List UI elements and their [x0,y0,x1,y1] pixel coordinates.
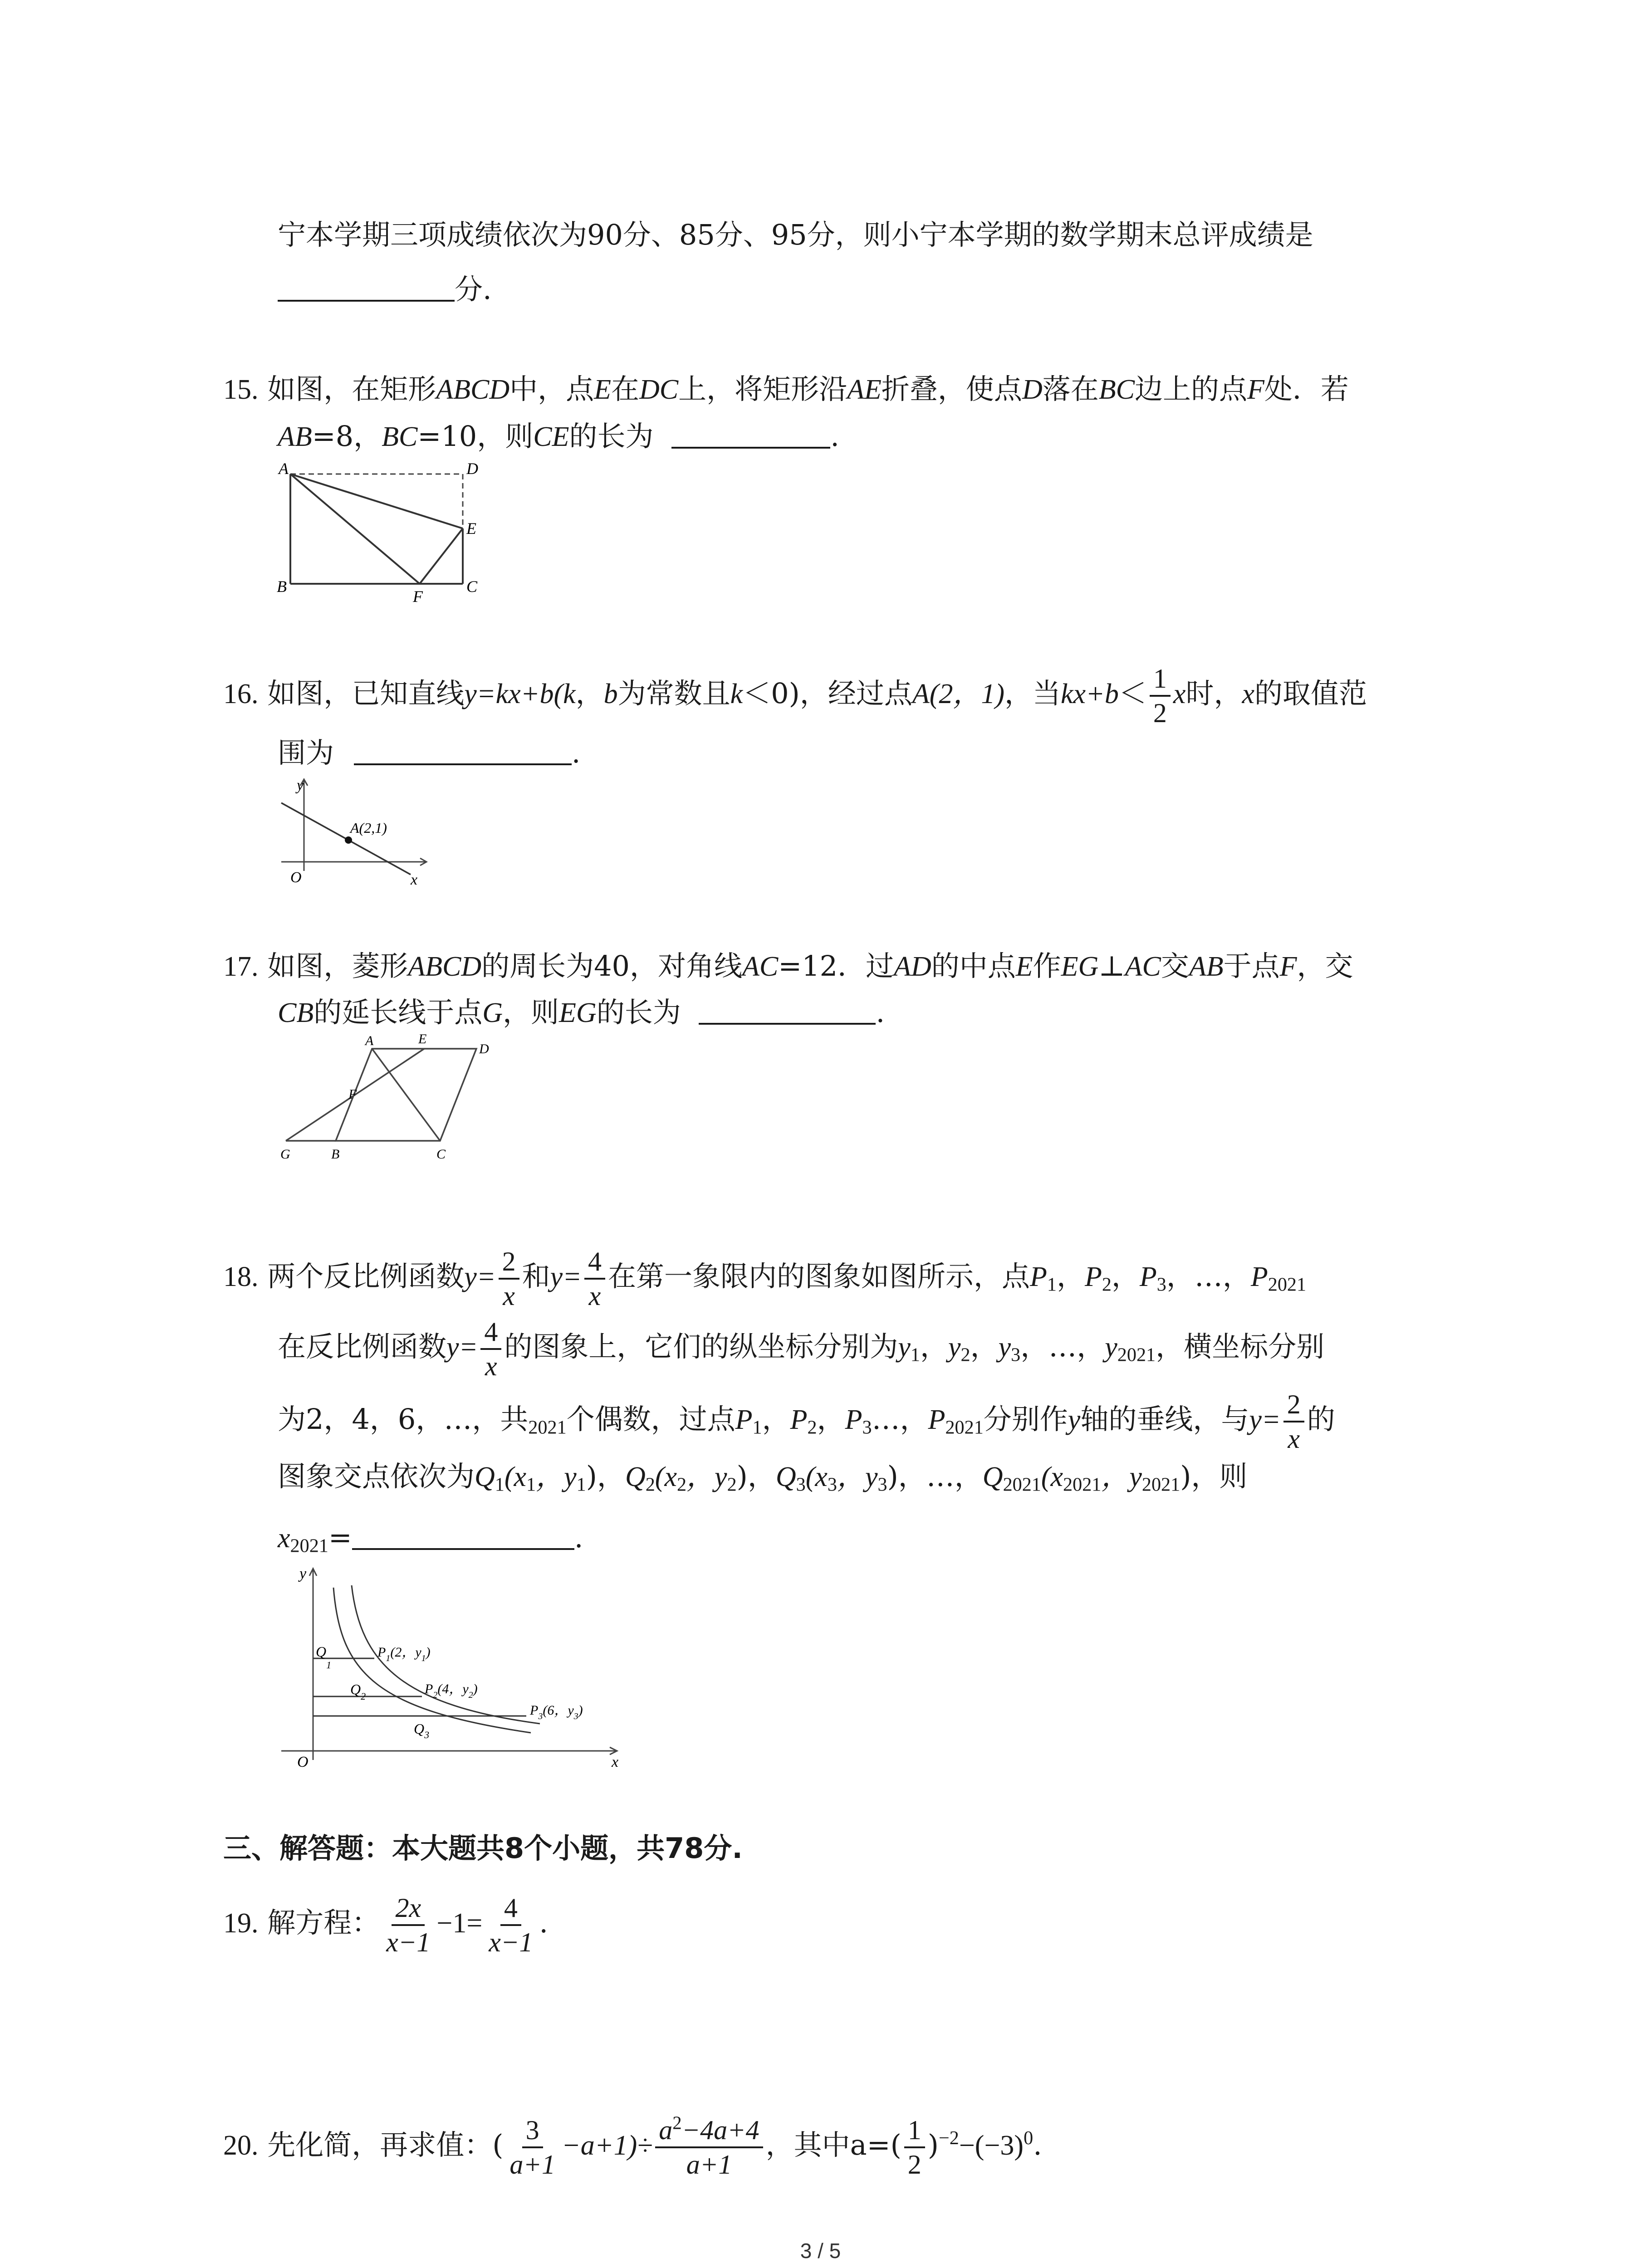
q17-var: AD [894,951,931,982]
q20-frac-den: a+1 [509,2150,555,2180]
q18-var: (x [1041,1461,1063,1492]
q18-var: P [735,1404,753,1436]
q15-line1 [223,371,1349,408]
q18-sub: 3 [862,1417,872,1438]
q15-text: 处．若 [1264,372,1349,406]
q16-var: x [1242,679,1254,710]
q17-rhombus-diagram [272,1030,508,1166]
q17-line2 [278,994,885,1031]
q18-text: )，则 [1180,1460,1248,1493]
q18-sub: 1 [576,1474,586,1496]
q17-text: 作 [1033,949,1061,982]
q18-text: 分别作 [983,1403,1068,1436]
q18-end: . [574,1521,583,1554]
q19-text: −1= [436,1908,483,1939]
q18-inverse-function-graph [272,1560,635,1769]
q18-frac-den: x [1288,1424,1300,1454]
q18-var: P [845,1404,862,1436]
q20-sup: −2 [938,2127,959,2149]
q18-sub: 2021 [1141,1474,1181,1496]
q18-frac-den: x [503,1281,515,1311]
q18-label-P1-letter: P [377,1645,386,1660]
q18-var: y [948,1332,961,1363]
q18-text: ，…， [1166,1260,1251,1293]
q18-var: y [998,1332,1011,1363]
q18-var: ，y [837,1461,878,1492]
q16-point: A(2，1) [912,679,1005,710]
q18-text: ， [1111,1260,1140,1293]
q14-answer-blank[interactable] [278,282,455,302]
q16-answer-blank[interactable] [354,745,572,765]
q15-text: =8， [312,420,382,453]
q16-number: 16. [223,679,259,710]
q19-fraction-right [485,1892,536,1959]
q19-frac-den: x−1 [489,1927,533,1957]
q18-figure [272,1560,635,1769]
q18-var: (x [655,1461,677,1492]
q16-point-A [345,836,352,844]
q17-var: AC [1125,951,1161,982]
q18-sub: 2021 [1117,1344,1156,1366]
q18-label-P1 [377,1645,431,1663]
q18-text: 为2，4，6，…，共 [278,1403,529,1436]
q18-line3 [278,1388,1335,1455]
q18-text: 的 [1307,1403,1335,1436]
q15-fold-AE [290,474,463,528]
q17-text: 的周长为40，对角线 [481,949,743,982]
q16-label-x: x [411,871,418,888]
q18-frac-num: 2 [1283,1388,1304,1422]
q18-fraction [499,1245,519,1312]
q18-var: y [898,1332,911,1363]
q19-line [223,1892,548,1959]
q15-text: 的长为 [569,420,654,453]
q15-var: D [1022,374,1043,405]
q20-frac-den: 2 [907,2150,921,2180]
q15-label-C: C [466,577,478,596]
q18-sub: 1 [910,1344,920,1366]
q17-label-G: G [280,1147,290,1162]
q18-label-Q3-letter: Q [414,1721,425,1737]
q16-label-y: y [297,777,304,794]
q18-var: Q [625,1461,646,1492]
q20-number: 20. [223,2130,259,2161]
q15-var: DC [639,374,679,405]
q18-var: (x [805,1461,828,1492]
q15-var: AE [847,374,882,405]
q18-label-Q3 [414,1721,429,1740]
q16-equation: y=kx+b(k [464,679,576,710]
q16-var: k [730,679,743,710]
q18-frac-num: 4 [584,1245,605,1280]
q17-text: 于点 [1223,949,1280,982]
q17-var: AB [1189,951,1224,982]
q18-sub: 2 [676,1474,687,1496]
q18-var: ，y [686,1461,727,1492]
q20-text: ) [927,2128,939,2162]
q18-label-Q2-sub: 2 [361,1691,366,1702]
q18-frac-den: x [588,1281,601,1311]
q17-number: 17. [223,951,259,982]
q18-sub: 2021 [528,1417,567,1438]
q18-sub: 2 [645,1474,655,1496]
q15-var: AB [278,421,312,452]
q18-var: (x [504,1461,527,1492]
q17-text: 的中点 [931,949,1016,982]
q17-var: F [1279,951,1297,982]
q18-label-P3-coord: (6，y [543,1703,574,1718]
q15-label-F: F [413,587,423,606]
q17-line1 [223,948,1353,985]
q18-var: x [278,1523,290,1554]
q15-var: ABCD [436,374,510,405]
q18-label-P2-sub: 2 [433,1690,438,1700]
q14-tail: 分. [455,273,492,306]
q16-text: 为常数且 [617,677,730,710]
q18-label-P1-coord: (2，y [390,1645,421,1660]
q15-var: CE [533,421,569,452]
q17-text: 交 [1161,949,1189,982]
q18-line5 [278,1520,583,1556]
q18-text: 个偶数，过点 [566,1403,735,1436]
q14-text: 宁本学期三项成绩依次为90分、85分、95分，则小宁本学期的数学期末总评成绩是 [278,218,1313,251]
q18-text: ， [1056,1260,1085,1293]
q18-text: ，横坐标分别 [1156,1330,1325,1364]
q17-figure [272,1030,508,1166]
q20-frac2-num [655,2114,763,2148]
q18-sub: 2 [727,1474,737,1496]
q18-fraction [584,1245,605,1312]
q18-var: y= [1249,1404,1281,1436]
q18-label-y: y [299,1565,307,1582]
q17-var: ABCD [408,951,482,982]
q18-sub: 3 [827,1474,837,1496]
q18-var: ，y [536,1461,577,1492]
q15-number: 15. [223,374,259,405]
q16-text: 围为 [278,736,334,769]
q16-text: ＜ [1118,677,1147,710]
q15-text: 上，将矩形沿 [678,372,847,406]
q17-text: ，则 [503,996,559,1029]
q17-text: 的延长线于点 [314,996,483,1029]
q17-label-E: E [418,1031,427,1046]
q16-line2 [278,735,580,771]
q15-segment-AF [290,474,420,584]
q18-sub: 1 [526,1474,536,1496]
q18-text: ，…， [1020,1330,1105,1364]
q18-text: 和 [522,1260,550,1293]
q15-var: F [1247,374,1264,405]
q20-sup: 2 [672,2112,682,2133]
q18-text: 两个反比例函数 [267,1260,465,1293]
q18-text: 图象交点依次为 [278,1460,475,1493]
q18-label-P3-letter: P [530,1703,539,1718]
q18-label-P2-coord-sub: 2 [468,1690,473,1700]
q18-label-P3-close: ) [578,1703,583,1718]
q17-text: ，交 [1297,949,1353,982]
q20-end: . [1033,2128,1042,2162]
q18-label-P3 [529,1703,583,1721]
q17-var: EG [559,997,597,1028]
q16-end: . [571,736,581,769]
q16-frac-num: 1 [1150,662,1171,697]
q18-line1 [223,1245,1306,1312]
q18-var: y= [464,1261,496,1293]
q18-sub: 3 [1011,1344,1021,1366]
q18-frac-num: 2 [499,1245,519,1280]
q15-text: 折叠，使点 [881,372,1022,406]
q15-var: BC [1098,374,1135,405]
q19-text: 解方程： [267,1906,380,1940]
section-3-title: 三、解答题：本大题共8个小题，共78分. [223,1832,743,1865]
q18-label-P3-sub: 3 [538,1711,543,1721]
q18-sub: 3 [1156,1274,1166,1295]
q18-text: )， [736,1460,776,1493]
q18-var: P [1029,1261,1047,1293]
q15-text: 在 [611,372,640,406]
q18-line2 [278,1315,1324,1383]
q18-label-O: O [297,1754,309,1769]
q15-answer-blank[interactable] [671,429,830,449]
q20-sup: 0 [1024,2127,1034,2149]
q18-sub: 2021 [290,1535,328,1557]
q18-var: y= [550,1261,582,1293]
q17-var: AC [742,951,779,982]
q20-text: 先化简，再求值：( [267,2128,504,2162]
q16-label-A: A(2,1) [350,820,387,836]
q18-answer-blank[interactable] [352,1530,574,1550]
q16-frac-den: 2 [1153,698,1167,728]
q18-var: P [1250,1261,1268,1293]
q19-number: 19. [223,1908,259,1939]
q18-sub: 1 [495,1474,505,1496]
q18-label-Q1-sub: 1 [326,1659,332,1671]
q18-text: ， [817,1403,845,1436]
q18-label-Q2 [350,1681,366,1702]
q20-text: ，其中a=( [765,2128,901,2162]
q20-text: −(−3) [959,2130,1024,2161]
q18-sub: 2 [960,1344,970,1366]
q18-label-P2-close: ) [473,1681,478,1696]
q16-text: 时， [1185,677,1242,710]
q20-fraction-2 [655,2114,763,2181]
q18-curve-y-2-over-x [333,1588,531,1733]
q18-sub: 2 [1102,1274,1112,1295]
q18-sub: 2021 [1063,1474,1102,1496]
q18-sub: 1 [1047,1274,1057,1295]
q16-var: b [603,679,618,710]
q18-label-x: x [612,1754,619,1769]
q17-label-B: B [331,1147,340,1162]
q15-var: E [594,374,611,405]
q15-label-A: A [279,459,289,478]
q15-text: 中，点 [509,372,594,406]
q15-text: 如图，在矩形 [267,372,436,406]
q16-expression: kx+b [1061,679,1119,710]
q17-var: G [482,997,503,1028]
q18-text: 的图象上，它们的纵坐标分别为 [504,1330,898,1364]
q18-label-P1-close: ) [426,1645,431,1660]
q18-sub: 2 [807,1417,817,1438]
q16-text: ，当 [1004,677,1061,710]
q15-line2 [278,418,839,455]
q18-text: …， [872,1403,928,1436]
q18-sub: 2021 [945,1417,984,1438]
q18-fraction [1283,1388,1304,1455]
q17-text: 的长为 [596,996,681,1029]
q16-line1 [223,662,1367,729]
q18-text: ， [970,1330,999,1364]
q20-frac-den: a+1 [686,2150,732,2180]
q18-text: 在第一象限内的图象如图所示，点 [607,1260,1030,1293]
q19-frac-num: 2x [392,1892,425,1926]
q17-var: EG [1061,951,1099,982]
q19-frac-den: x−1 [386,1927,431,1957]
q18-frac-num: 4 [480,1315,501,1350]
page-number: 3 / 5 [800,2239,841,2263]
q19-fraction-left [382,1892,434,1959]
q14-line1 [278,217,1313,253]
q18-frac-den: x [485,1351,497,1381]
q18-label-P1-coord-sub: 1 [421,1653,426,1663]
q17-text: ⊥ [1098,949,1125,982]
q16-text: ＜0)，经过点 [743,677,912,710]
q17-end: . [876,996,885,1029]
q20-line [223,2114,1042,2181]
q18-var: Q [982,1461,1003,1492]
q17-text: =12．过 [778,949,894,982]
q18-text: 在反比例函数 [278,1330,447,1364]
q15-text: 边上的点 [1134,372,1247,406]
q18-label-Q1-letter: Q [316,1643,327,1660]
q19-frac-num: 4 [500,1892,521,1926]
q18-var: P [928,1404,945,1436]
q16-figure [272,771,436,889]
q18-var: P [790,1404,808,1436]
q16-text: 的取值范 [1254,677,1367,710]
q16-text: 如图，已知直线 [267,677,465,710]
q17-text: 如图，菱形 [267,949,408,982]
q16-line-graph [272,771,436,889]
q20-var: a [659,2115,673,2145]
q18-sub: 1 [752,1417,762,1438]
q18-var: y [1068,1404,1081,1436]
q17-diagonal-AC [372,1049,440,1141]
q18-label-Q3-sub: 3 [424,1729,430,1740]
q15-label-D: D [466,459,478,478]
q20-fraction-3 [904,2114,925,2181]
q16-fraction [1150,662,1171,729]
q17-var: CB [278,997,314,1028]
q18-text: 轴的垂线，与 [1080,1403,1249,1436]
q17-label-F: F [348,1087,357,1102]
q18-var: Q [475,1461,495,1492]
q18-label-P2-letter: P [425,1681,433,1696]
q16-text: ， [575,677,604,710]
q18-text: )，…， [887,1460,983,1493]
q17-label-A: A [365,1033,374,1048]
q15-figure [272,456,490,606]
q18-text: = [328,1521,352,1554]
q15-text: 落在 [1042,372,1099,406]
q18-label-Q2-letter: Q [350,1681,361,1697]
q18-var: ，y [1101,1461,1142,1492]
q18-label-P3-coord-sub: 3 [573,1711,578,1721]
q18-number: 18. [223,1261,259,1293]
q16-var: x [1173,679,1186,710]
q18-sub: 2021 [1268,1274,1307,1295]
q18-sub: 3 [796,1474,806,1496]
q17-answer-blank[interactable] [699,1005,876,1025]
q15-text: =10，则 [417,420,534,453]
q18-sub: 2021 [1003,1474,1041,1496]
q14-line2 [278,271,492,308]
q18-var: P [1084,1261,1102,1293]
section-3-heading [223,1830,743,1867]
q18-var: P [1139,1261,1157,1293]
q15-label-B: B [277,577,287,596]
q18-text: ， [762,1403,790,1436]
q18-label-P1-sub: 1 [386,1653,391,1663]
q18-sub: 3 [877,1474,887,1496]
q20-fraction-1 [506,2114,559,2181]
q20-expression: −a+1)÷ [561,2130,653,2161]
q18-fraction [480,1315,501,1383]
q20-frac-num: 3 [522,2114,543,2148]
q18-var: Q [775,1461,796,1492]
q18-var: y [1105,1332,1117,1363]
q15-var: BC [382,421,418,452]
q18-var: y= [446,1332,478,1363]
q18-text: )， [586,1460,625,1493]
q18-line4 [278,1458,1247,1495]
q15-segment-FE [420,528,463,584]
q20-var: −4a+4 [681,2115,759,2145]
q15-label-E: E [466,519,476,538]
q18-label-Q1 [316,1643,331,1671]
q15-end: . [830,420,839,453]
q16-label-O: O [290,869,302,886]
q20-frac-num: 1 [904,2114,925,2148]
q18-text: ， [920,1330,949,1364]
q17-label-D: D [479,1041,489,1056]
q19-end: . [539,1906,549,1940]
q17-label-C: C [436,1147,446,1162]
q17-var: E [1015,951,1033,982]
q18-label-P2-coord: (4，y [437,1681,469,1696]
q15-rectangle-diagram [272,456,490,606]
